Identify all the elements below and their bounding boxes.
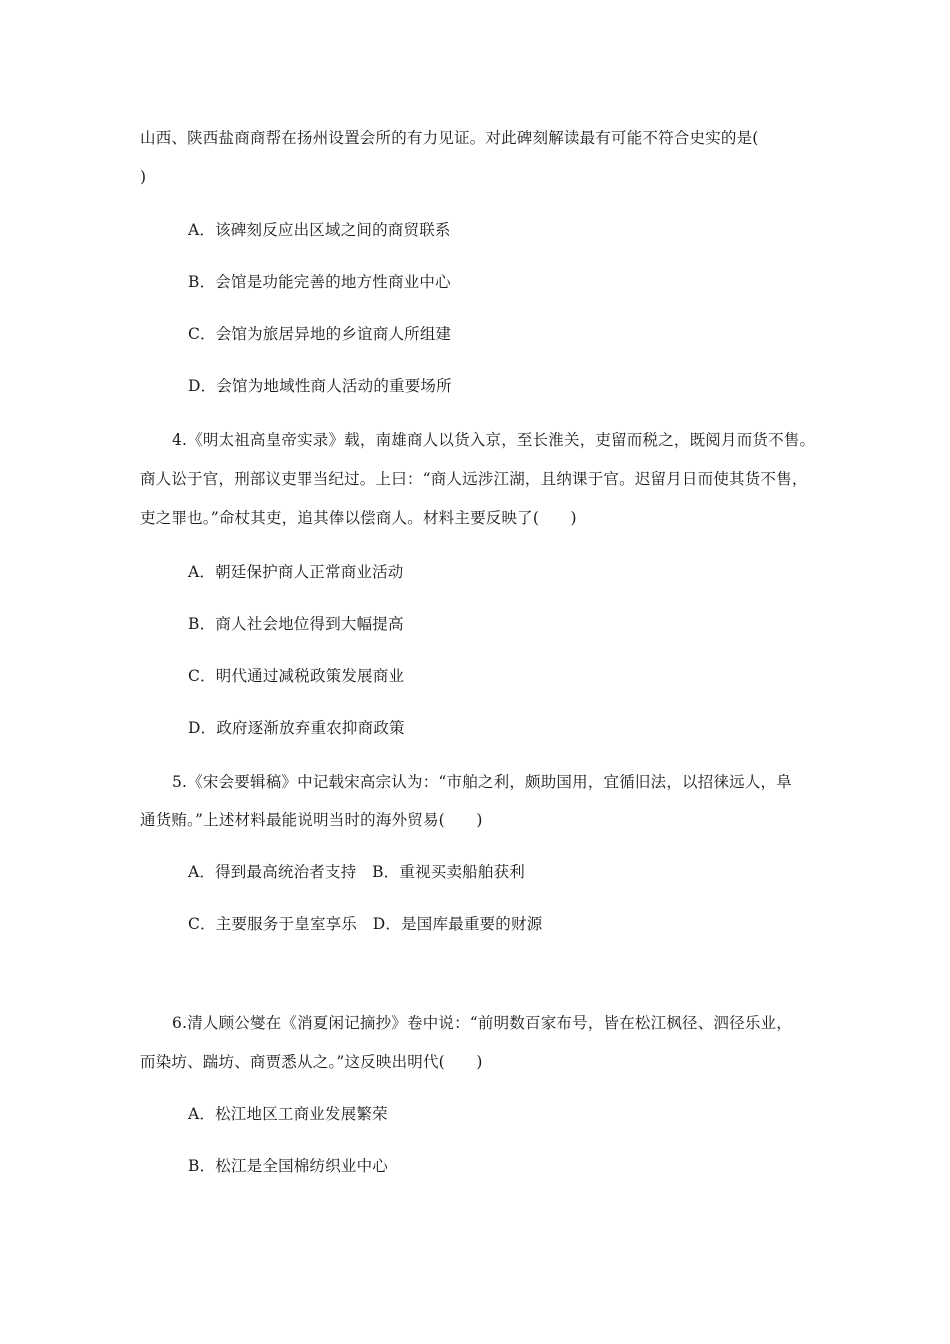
q5-options-row1: A．得到最高统治者支持 B．重视买卖船舶获利 bbox=[188, 863, 525, 881]
q4-stem-line1: 4.《明太祖高皇帝实录》载，南雄商人以货入京，至长淮关，吏留而税之，既阅月而货不售。 bbox=[172, 431, 816, 449]
q3-option-a: A．该碑刻反应出区域之间的商贸联系 bbox=[188, 221, 451, 239]
q4-stem-line2: 商人讼于官，刑部议吏罪当纪过。上曰：“商人远涉江湖，且纳课于官。迟留月日而使其货不售， bbox=[140, 470, 808, 488]
q4-option-d: D．政府逐渐放弃重农抑商政策 bbox=[188, 719, 405, 737]
q6-stem-line1: 6.清人顾公燮在《消夏闲记摘抄》卷中说：“前明数百家布号，皆在松江枫径、泗径乐业， bbox=[172, 1014, 792, 1032]
q6-option-b: B．松江是全国棉纺织业中心 bbox=[188, 1157, 388, 1175]
q4-stem-line3: 吏之罪也。”命杖其吏，追其俸以偿商人。材料主要反映了( ) bbox=[140, 509, 577, 527]
q5-stem-line1: 5.《宋会要辑稿》中记载宋高宗认为：“市舶之利，颇助国用，宜循旧法，以招徕远人，阜 bbox=[172, 773, 792, 791]
q3-stem-line2: ) bbox=[140, 168, 147, 186]
q4-option-a: A．朝廷保护商人正常商业活动 bbox=[188, 563, 404, 581]
q3-stem-line1: 山西、陕西盐商商帮在扬州设置会所的有力见证。对此碑刻解读最有可能不符合史实的是( bbox=[140, 129, 759, 147]
q4-option-b: B．商人社会地位得到大幅提高 bbox=[188, 615, 404, 633]
q4-option-c: C．明代通过减税政策发展商业 bbox=[188, 667, 405, 685]
q5-stem-line2: 通货贿。”上述材料最能说明当时的海外贸易( ) bbox=[140, 811, 483, 829]
q6-stem-line2: 而染坊、踹坊、商贾悉从之。”这反映出明代( ) bbox=[140, 1053, 483, 1071]
q3-option-b: B．会馆是功能完善的地方性商业中心 bbox=[188, 273, 451, 291]
q6-option-a: A．松江地区工商业发展繁荣 bbox=[188, 1105, 388, 1123]
q3-option-c: C．会馆为旅居异地的乡谊商人所组建 bbox=[188, 325, 452, 343]
q3-option-d: D．会馆为地域性商人活动的重要场所 bbox=[188, 377, 452, 395]
q5-options-row2: C．主要服务于皇室享乐 D．是国库最重要的财源 bbox=[188, 915, 543, 933]
